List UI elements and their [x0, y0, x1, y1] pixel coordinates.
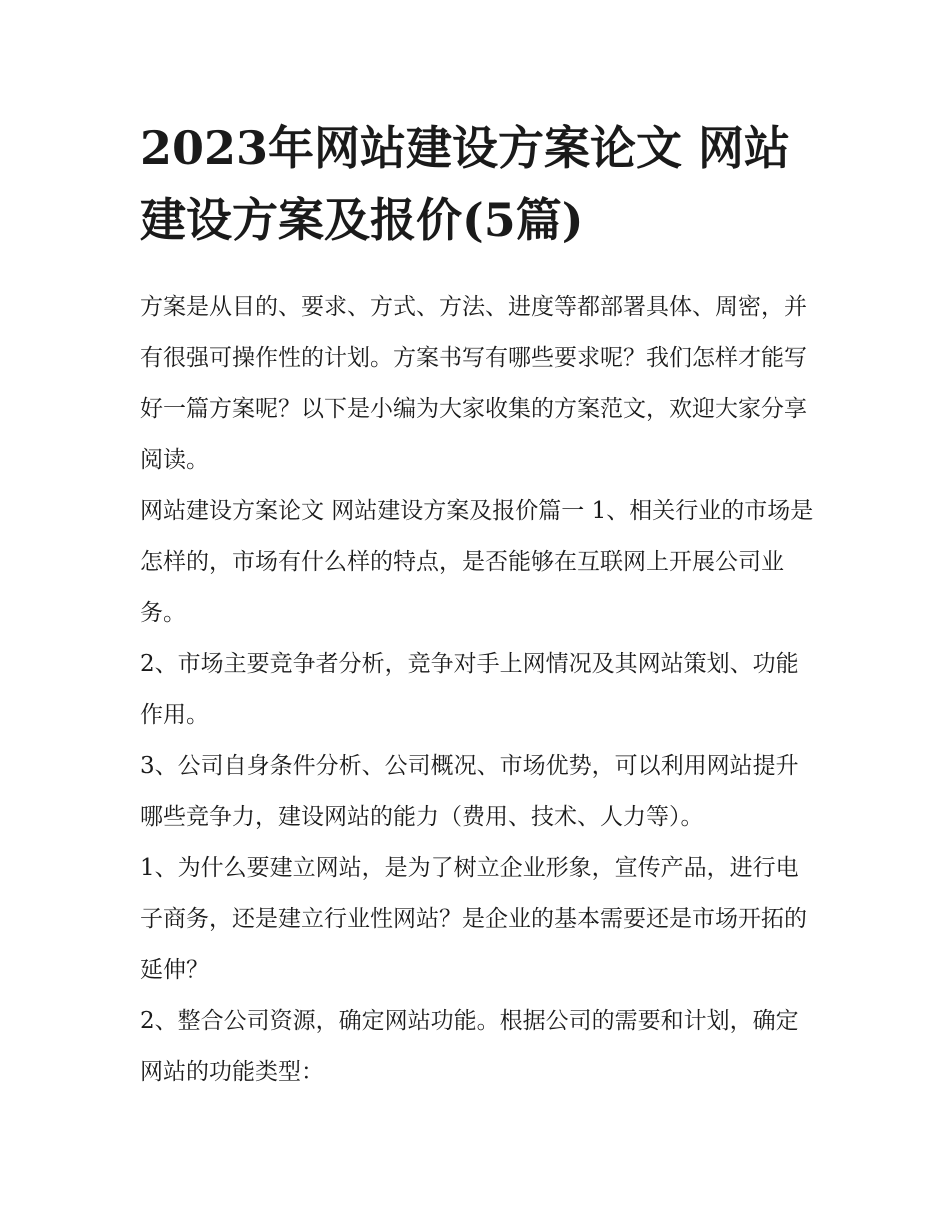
paragraph-why-build: 1、为什么要建立网站，是为了树立企业形象，宣传产品，进行电子商务，还是建立行业性网站？是企业的基本需要还是市场开拓的延伸？: [140, 855, 807, 983]
paragraph-competitor-analysis: 2、市场主要竞争者分析，竞争对手上网情况及其网站策划、功能作用。: [140, 651, 799, 728]
paragraph-integrate-resources: 2、整合公司资源，确定网站功能。根据公司的需要和计划，确定网站的功能类型：: [140, 1008, 799, 1085]
paragraph-intro: 方案是从目的、要求、方式、方法、进度等都部署具体、周密，并有很强可操作性的计划。方案书写有哪些要求呢？我们怎样才能写好一篇方案呢？以下是小编为大家收集的方案范文，欢迎大家分享阅读。: [140, 294, 807, 473]
paragraph-self-analysis: 3、公司自身条件分析、公司概况、市场优势，可以利用网站提升哪些竞争力，建设网站的能力（费用、技术、人力等）。: [140, 753, 799, 830]
document-page: [140, 112, 815, 1098]
document-title: 2023年网站建设方案论文 网站建设方案及报价(5篇): [140, 121, 791, 247]
paragraph-section-one: 网站建设方案论文 网站建设方案及报价篇一 1、相关行业的市场是怎样的，市场有什么样的特点，是否能够在互联网上开展公司业务。: [140, 498, 814, 626]
